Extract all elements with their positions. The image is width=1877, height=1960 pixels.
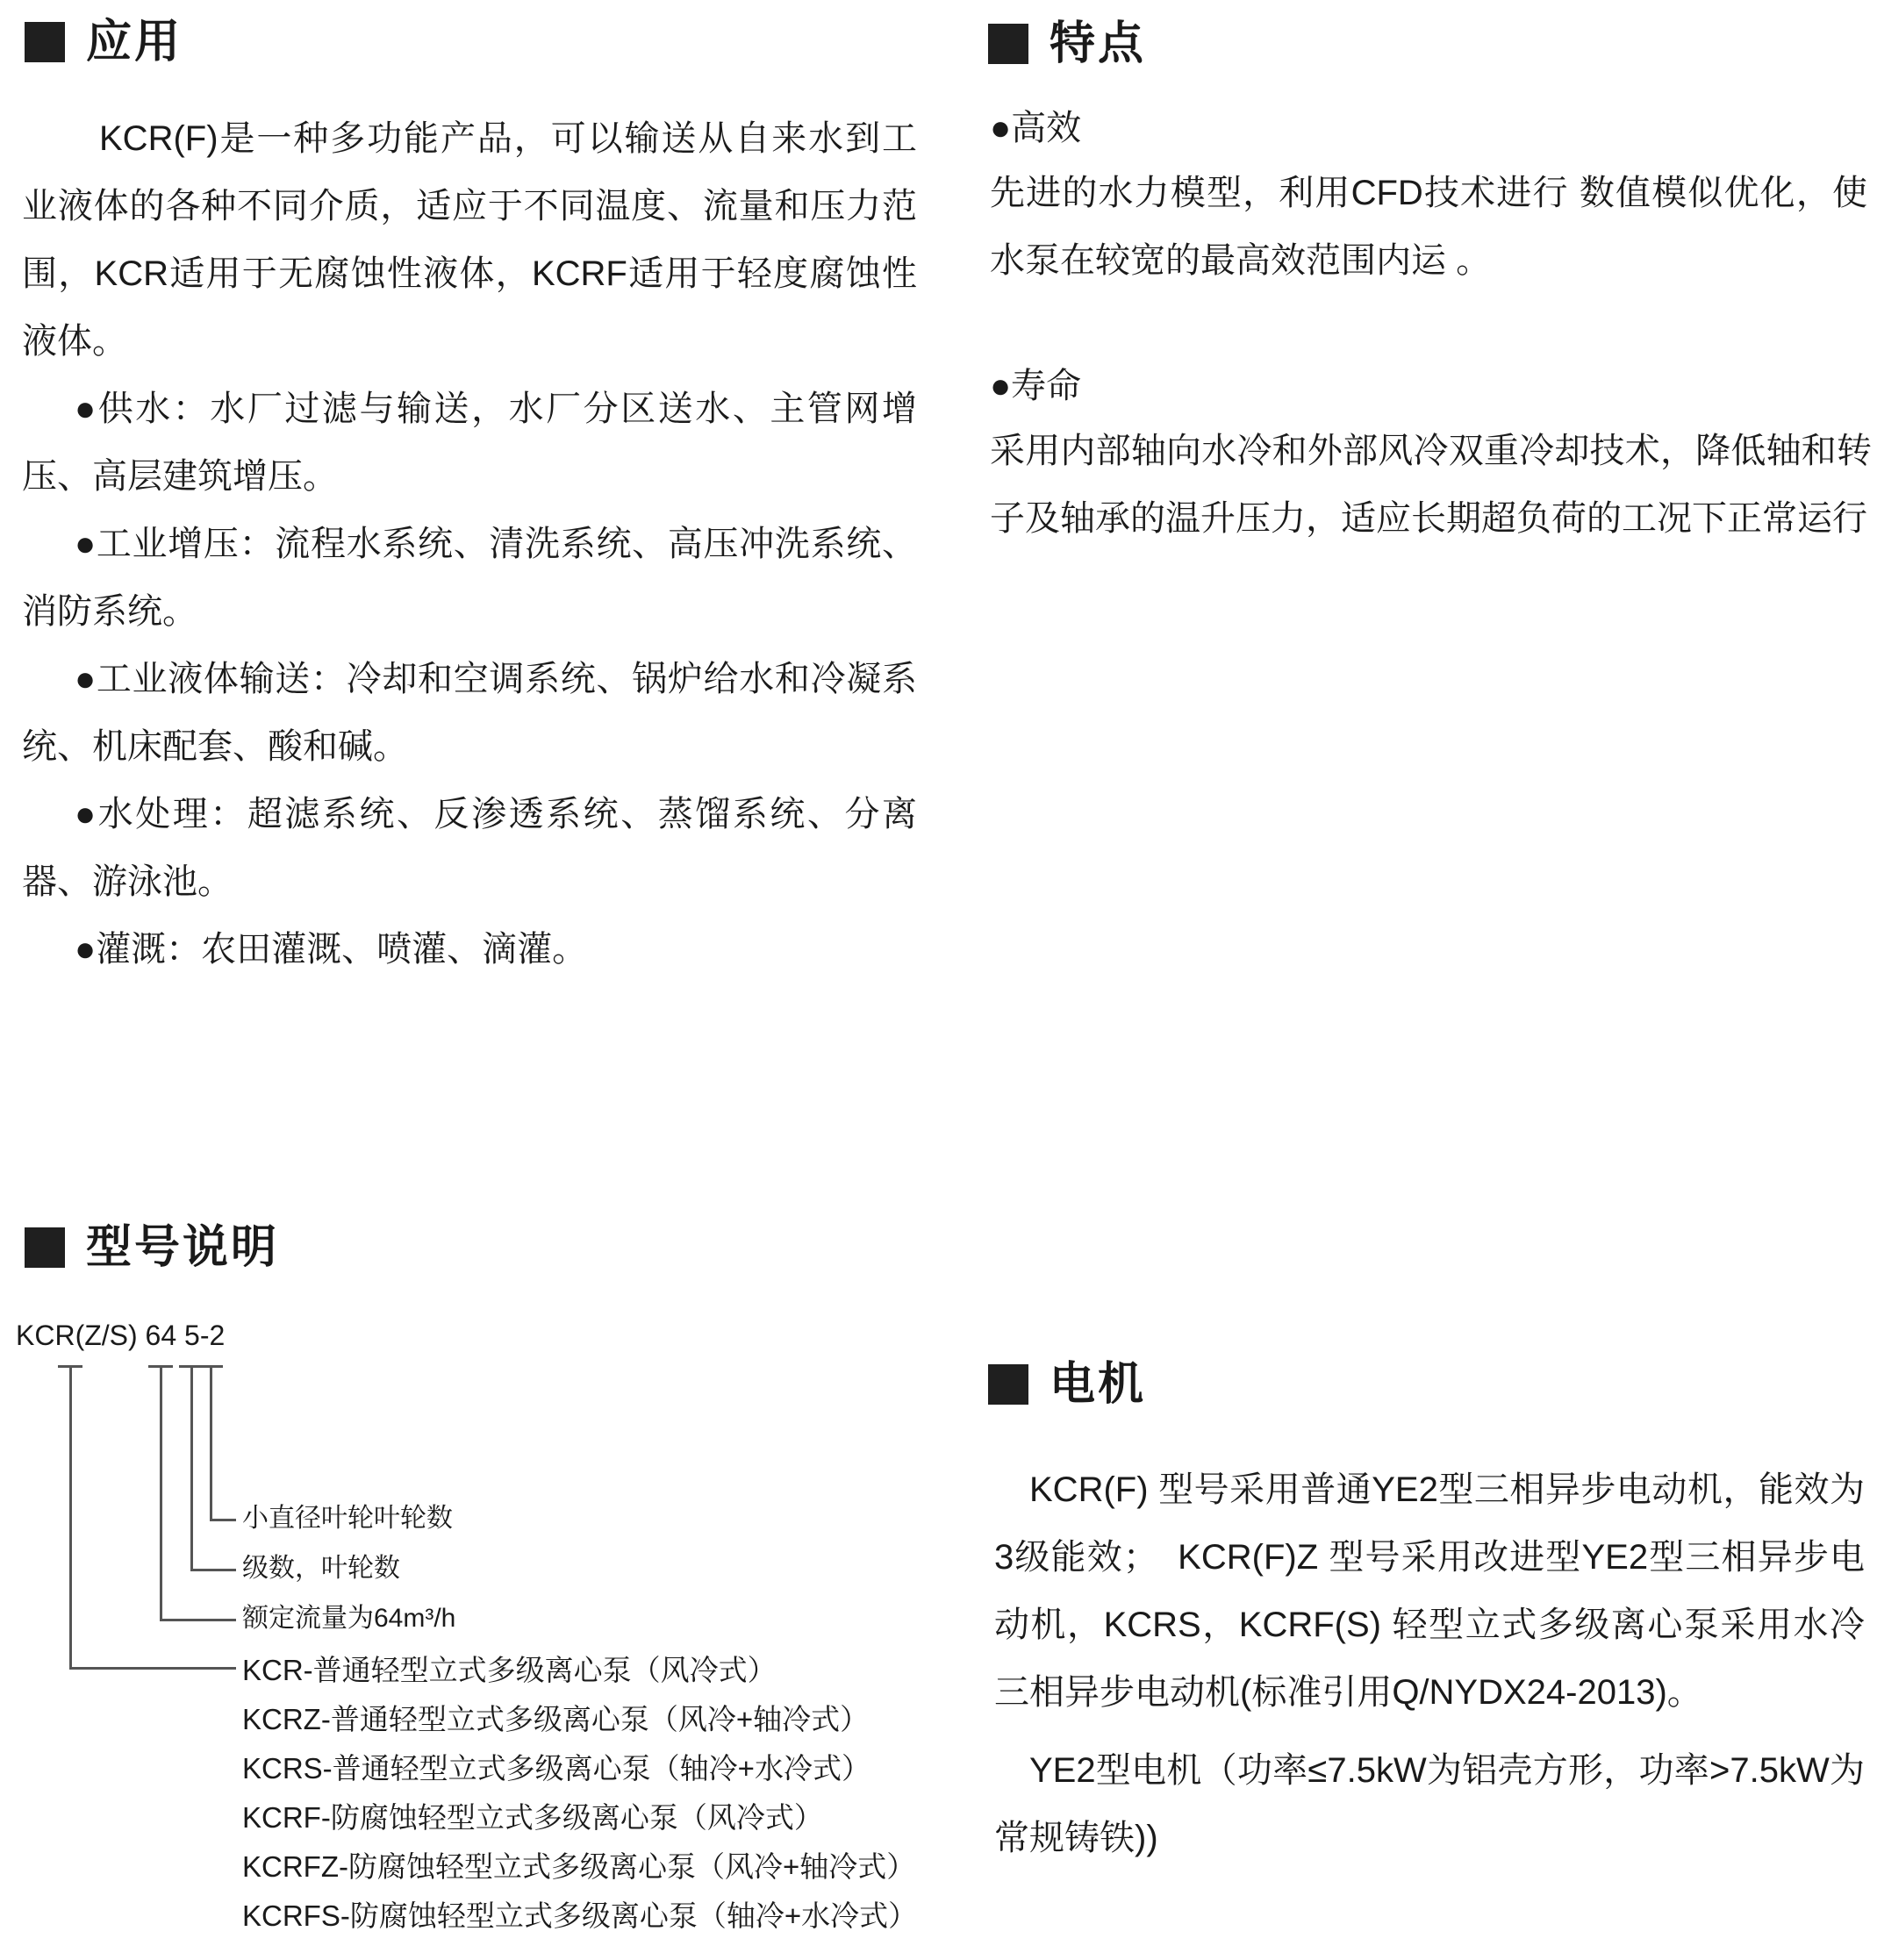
application-bullet-liquid-transfer: ●工业液体输送：冷却和空调系统、锅炉给水和冷凝系统、机床配套、酸和碱。 (22, 660, 917, 766)
feature-efficiency-body (990, 160, 1867, 295)
model-title: 型号说明 (86, 1222, 280, 1273)
callout-stage-count: 级数，叶轮数 (242, 1554, 400, 1583)
feature-efficiency-bullet: ●高效 (990, 109, 1082, 147)
application-title: 应用 (86, 17, 183, 68)
application-bullet-water-treatment: ●水处理：超滤系统、反渗透系统、蒸馏系统、分离器、游泳池。 (22, 795, 917, 901)
callout-elbow-line (210, 1519, 236, 1521)
section-marker-icon (988, 24, 1028, 64)
feature-lifespan-text: 采用内部轴向水冷和外部风冷双重冷却技术，降低轴和转子及轴承的温升压力，适应长期超负荷的工况下正常运行 (990, 432, 1872, 538)
callout-elbow-line (69, 1667, 236, 1670)
motor-paragraph-1: KCR(F) 型号采用普通YE2型三相异步电动机，能效为3级能效； KCR(F)Z 型号采用改进型YE2型三相异步电动机，KCRS，KCRF(S) 轻型立式多级离心泵采用水冷三相异步电动机(标准引用Q/NYDX24-2013)。 (994, 1470, 1865, 1712)
application-bullet-water-supply: ●供水：水厂过滤与输送，水厂分区送水、主管网增压、高层建筑增压。 (22, 390, 917, 496)
model-section-header (25, 1222, 280, 1273)
motor-title: 电机 (1050, 1359, 1147, 1410)
section-marker-icon (25, 1227, 65, 1268)
application-bullet-industrial-boost: ●工业增压：流程水系统、清洗系统、高压冲洗系统、消防系统。 (22, 525, 917, 631)
callout-vertical-line (160, 1365, 162, 1621)
callout-elbow-line (190, 1569, 236, 1571)
model-variant-list (242, 1646, 917, 1941)
application-bullet-irrigation: ●灌溉：农田灌溉、喷灌、滴灌。 (75, 930, 588, 969)
feature-efficiency-text: 先进的水力模型，利用CFD技术进行 数值模似优化，使水泵在较宽的最高效范围内运 。 (990, 174, 1867, 280)
model-code: KCR(Z/S) 64 5-2 (16, 1320, 226, 1351)
motor-body (994, 1456, 1865, 1872)
application-intro: KCR(F)是一种多功能产品，可以输送从自来水到工业液体的各种不同介质，适应于不同温度、流量和压力范围，KCR适用于无腐蚀性液体，KCRF适用于轻度腐蚀性液体。 (22, 119, 917, 361)
callout-vertical-line (210, 1365, 212, 1521)
model-variant-kcrz: KCRZ-普通轻型立式多级离心泵（风冷+轴冷式） (242, 1703, 870, 1735)
feature-lifespan-body (990, 418, 1872, 553)
callout-elbow-line (160, 1619, 236, 1621)
callout-vertical-line (190, 1365, 193, 1571)
motor-section-header (988, 1359, 1147, 1410)
callout-rated-flow: 额定流量为64m³/h (242, 1604, 456, 1633)
section-marker-icon (25, 22, 65, 62)
model-variant-kcrs: KCRS-普通轻型立式多级离心泵（轴冷+水冷式） (242, 1752, 870, 1785)
callout-impeller-count: 小直径叶轮叶轮数 (242, 1504, 453, 1533)
features-section-header (988, 18, 1147, 69)
features-title: 特点 (1050, 18, 1147, 69)
application-section-header (25, 17, 183, 68)
motor-paragraph-2: YE2型电机（功率≤7.5kW为铝壳方形，功率>7.5kW为常规铸铁)) (994, 1751, 1865, 1857)
feature-lifespan-bullet: ●寿命 (990, 367, 1082, 405)
model-variant-kcr: KCR-普通轻型立式多级离心泵（风冷式） (242, 1654, 777, 1686)
callout-vertical-line (69, 1365, 72, 1670)
section-marker-icon (988, 1364, 1028, 1405)
model-variant-kcrfs: KCRFS-防腐蚀轻型立式多级离心泵（轴冷+水冷式） (242, 1899, 918, 1932)
model-variant-kcrf: KCRF-防腐蚀轻型立式多级离心泵（风冷式） (242, 1801, 823, 1834)
model-variant-kcrfz: KCRFZ-防腐蚀轻型立式多级离心泵（风冷+轴冷式） (242, 1850, 916, 1883)
application-body (22, 105, 917, 984)
